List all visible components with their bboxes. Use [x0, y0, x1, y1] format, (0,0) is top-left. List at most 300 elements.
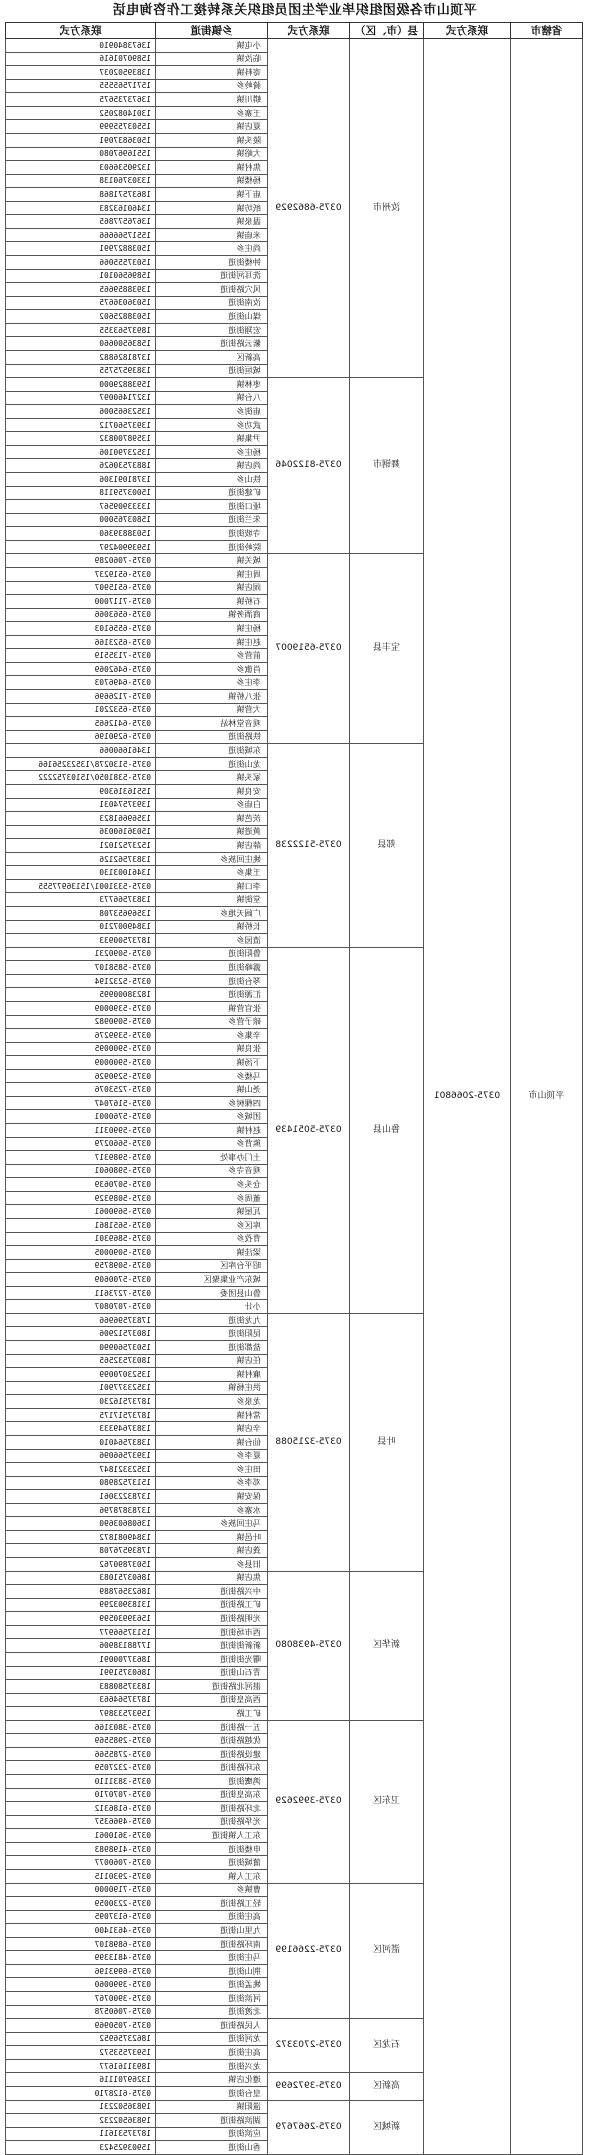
header-row	[6, 23, 583, 39]
town-phone: 0375-7060077	[6, 1856, 156, 1870]
town-name: 米庙镇	[156, 228, 268, 242]
town-phone: 0375-5232194	[6, 974, 156, 988]
town-phone: 13271460097	[6, 391, 156, 405]
town-phone: 15717565555	[6, 79, 156, 93]
header-city-phone: 联系方式	[424, 23, 511, 39]
town-phone: 13938859665	[6, 283, 156, 297]
town-name: 团城乡	[156, 1110, 268, 1124]
town-phone: 13676577865	[6, 215, 156, 229]
town-name: 董周乡	[156, 1191, 268, 1205]
town-name: 东工人镇	[156, 1869, 268, 1883]
town-name: 马庄回族乡	[156, 1517, 268, 1531]
town-phone: 0375-2230059	[6, 1897, 156, 1911]
town-phone: 15036837091	[6, 133, 156, 147]
county-name: 汝州市	[350, 39, 424, 378]
county-name: 叶县	[350, 1313, 424, 1571]
town-name: 建设路街道	[156, 1747, 268, 1761]
town-name: 北渡街道	[156, 2005, 268, 2019]
town-phone: 0375-5660279	[6, 1137, 156, 1151]
town-name: 蒲城街道	[156, 1856, 268, 1870]
town-name: 西市场街道	[156, 1625, 268, 1639]
town-name: 汇源街道	[156, 988, 268, 1002]
town-phone: 0375-5858107	[6, 961, 156, 975]
town-phone: 0375-2930115	[6, 1869, 156, 1883]
town-name: 肖旗乡	[156, 662, 268, 676]
town-name: 保安镇	[156, 1490, 268, 1504]
town-name: 赵庄镇	[156, 635, 268, 649]
town-phone: 15890701616	[6, 52, 156, 66]
town-phone: 19836502231	[6, 2100, 156, 2114]
town-phone: 0375-5090982	[6, 1015, 156, 1029]
town-name: 王寨乡	[156, 106, 268, 120]
town-name: 五一路街道	[156, 1720, 268, 1734]
town-phone: 15137528980	[6, 1476, 156, 1490]
town-phone: 0375-6137095	[6, 1910, 156, 1924]
town-name: 焦店镇	[156, 1571, 268, 1585]
town-name: 青石山街道	[156, 1666, 268, 1680]
town-phone: 0375-5651861	[6, 1218, 156, 1232]
town-phone: 18737500933	[6, 934, 156, 948]
town-name: 任店镇	[156, 1354, 268, 1368]
town-name: 人民路街道	[156, 2019, 268, 2033]
town-name: 夏店镇	[156, 120, 268, 134]
town-name: 杨楼镇	[156, 174, 268, 188]
town-phone: 13598700832	[6, 432, 156, 446]
town-phone: 18037532565	[6, 1354, 156, 1368]
town-name: 冢头镇	[156, 771, 268, 785]
county-phone: 0375-2667679	[268, 2100, 350, 2154]
town-phone: 15939904297	[6, 540, 156, 554]
town-name: 城垣街道	[156, 364, 268, 378]
town-phone: 0375-5070639	[6, 1178, 156, 1192]
town-phone: 0375-6898107	[6, 1937, 156, 1951]
town-name: 琴台街道	[156, 974, 268, 988]
county-phone: 0375-5051439	[268, 947, 350, 1313]
town-phone: 0375-6186312	[6, 1802, 156, 1816]
town-phone: 17788138906	[6, 1639, 156, 1653]
county-name: 宝丰县	[350, 554, 424, 744]
town-name: 马庄街道	[156, 1951, 268, 1965]
town-phone: 13269701116	[6, 2073, 156, 2087]
town-name: 下汤镇	[156, 1056, 268, 1070]
town-phone: 0375-6462069	[6, 662, 156, 676]
town-phone: 0375-7126696	[6, 690, 156, 704]
town-phone: 0375-5690061	[6, 1205, 156, 1219]
town-phone: 13781826882	[6, 350, 156, 364]
town-name: 西高皇街道	[156, 1693, 268, 1707]
town-phone: 13523070099	[6, 1368, 156, 1382]
town-name: 焦村镇	[156, 161, 268, 175]
town-phone: 0375-3610061	[6, 1829, 156, 1843]
town-phone: 15639930599	[6, 1612, 156, 1626]
town-phone: 18737531611	[6, 2127, 156, 2141]
town-phone: 0375-7050969	[6, 2019, 156, 2033]
header-county: 县（市、区）	[350, 23, 424, 39]
town-name: 旧县乡	[156, 1558, 268, 1572]
town-name: 尧山镇	[156, 1083, 268, 1097]
town-phone: 15937553572	[6, 2046, 156, 2060]
town-phone: 13783223061	[6, 1490, 156, 1504]
town-phone: 15896560101	[6, 269, 156, 283]
town-name: 城关镇	[156, 554, 268, 568]
town-name: 洪庄杨镇	[156, 1381, 268, 1395]
town-phone: 13461003130	[6, 866, 156, 880]
header-county-phone: 联系方式	[268, 23, 350, 39]
town-phone: 0375-6556103	[6, 622, 156, 636]
town-phone: 18737517175	[6, 1408, 156, 1422]
town-phone: 0375-5167047	[6, 1096, 156, 1110]
town-name: 新新街街道	[156, 1639, 268, 1653]
town-name: 小计	[156, 1300, 268, 1314]
town-phone: 0375-2985569	[6, 1734, 156, 1748]
town-phone: 13849081872	[6, 1530, 156, 1544]
town-name: 李庄乡	[156, 676, 268, 690]
town-phone: 18931161677	[6, 2059, 156, 2073]
town-name: 邓李乡	[156, 1476, 268, 1490]
town-phone: 0375-5980601	[6, 1164, 156, 1178]
town-phone: 15516967080	[6, 147, 156, 161]
town-phone: 15903925423	[6, 2141, 156, 2155]
town-phone: 13839502037	[6, 66, 156, 80]
town-name: 光华路街道	[156, 1815, 268, 1829]
town-name: 李口镇	[156, 879, 268, 893]
town-phone: 13937574031	[6, 798, 156, 812]
town-phone: 15836500660	[6, 337, 156, 351]
town-name: 武功乡	[156, 418, 268, 432]
town-name: 磙子营乡	[156, 1015, 268, 1029]
town-phone: 18737564663	[6, 1693, 156, 1707]
town-phone: 13783878796	[6, 1503, 156, 1517]
town-name: 瓦屋镇	[156, 1205, 268, 1219]
town-name: 库区乡	[156, 1218, 268, 1232]
town-name: 风穴路街道	[156, 283, 268, 297]
town-name: 寄料镇	[156, 66, 268, 80]
town-phone: 0375-7253076	[6, 1083, 156, 1097]
town-phone: 15516316309	[6, 784, 156, 798]
town-phone: 13569653708	[6, 907, 156, 921]
city-name: 平顶山市	[511, 39, 583, 2155]
town-phone: 13014082052	[6, 106, 156, 120]
town-name: 尚店镇	[156, 459, 268, 473]
town-phone: 15037555066	[6, 256, 156, 270]
town-phone: 18337580883	[6, 1680, 156, 1694]
town-phone: 0375-7060289	[6, 554, 156, 568]
town-name: 申楼街道	[156, 1842, 268, 1856]
town-name: 温泉镇	[156, 215, 268, 229]
town-name: 铁山乡	[156, 473, 268, 487]
town-phone: 15037890762	[6, 1558, 156, 1572]
table-body	[6, 39, 583, 2155]
town-name: 前营乡	[156, 649, 268, 663]
town-name: 遵化店镇	[156, 2073, 268, 2087]
town-name: 北环路街道	[156, 1802, 268, 1816]
town-name: 鸿鹰街道	[156, 1775, 268, 1789]
town-name: 蟒川镇	[156, 93, 268, 107]
town-phone: 15517566666	[6, 228, 156, 242]
town-phone: 0375-5331001/15136977555	[6, 879, 156, 893]
town-name: 常村镇	[156, 1408, 268, 1422]
town-phone: 13523665006	[6, 405, 156, 419]
town-name: 八台镇	[156, 391, 268, 405]
town-name: 周庄镇	[156, 567, 268, 581]
town-phone: 18037512906	[6, 1327, 156, 1341]
county-name: 湛河区	[350, 1883, 424, 2019]
town-phone: 0375-6519237	[6, 567, 156, 581]
town-name: 尚庄乡	[156, 242, 268, 256]
town-name: 夏李乡	[156, 1449, 268, 1463]
town-name: 四棵树乡	[156, 1096, 268, 1110]
town-name: 鲁山县团委	[156, 1286, 268, 1300]
town-name: 昭平台库区	[156, 1259, 268, 1273]
town-phone: 0375-5700609	[6, 1273, 156, 1287]
town-name: 钟楼街道	[156, 256, 268, 270]
town-name: 寺坡街道	[156, 527, 268, 541]
town-name: 小屯镇	[156, 39, 268, 53]
town-name: 东环路街道	[156, 1761, 268, 1775]
town-name: 龙山街道	[156, 757, 268, 771]
town-phone: 18637700091	[6, 1652, 156, 1666]
town-name: 曹镇乡	[156, 1883, 268, 1897]
town-phone: 13183903299	[6, 1598, 156, 1612]
town-phone: 13673840910	[6, 39, 156, 53]
town-phone: 15038839360	[6, 527, 156, 541]
town-name: 杨庄镇	[156, 622, 268, 636]
town-name: 矿建街道	[156, 486, 268, 500]
town-name: 龙兴街道	[156, 2059, 268, 2073]
town-name: 临汝镇	[156, 52, 268, 66]
town-name: 仙台镇	[156, 1435, 268, 1449]
town-phone: 0375-4198983	[6, 1842, 156, 1856]
town-phone: 18837530626	[6, 459, 156, 473]
town-phone: 0375-5089329	[6, 1191, 156, 1205]
town-phone: 15038825602	[6, 310, 156, 324]
town-phone: 0375-6993196	[6, 1964, 156, 1978]
town-phone: 13523321847	[6, 1463, 156, 1477]
town-phone: 17837596966	[6, 1313, 156, 1327]
town-phone: 0375-5989317	[6, 1151, 156, 1165]
town-phone: 13333909567	[6, 500, 156, 514]
town-name: 渣园乡	[156, 934, 268, 948]
town-phone: 13937560712	[6, 418, 156, 432]
town-phone: 18937563355	[6, 323, 156, 337]
town-name: 庙街乡	[156, 405, 268, 419]
town-name: 优越路街道	[156, 1734, 268, 1748]
town-phone: 13837566773	[6, 893, 156, 907]
town-phone: 0375-7273611	[6, 1286, 156, 1300]
county-phone: 0375-4938080	[268, 1571, 350, 1720]
town-name: 铁路街道	[156, 730, 268, 744]
town-phone: 13523377901	[6, 1381, 156, 1395]
town-name: 河滨街道	[156, 1992, 268, 2006]
town-phone: 0375-5381050/15103752222	[6, 771, 156, 785]
town-phone: 15003759118	[6, 486, 156, 500]
town-phone: 0375-7135519	[6, 649, 156, 663]
town-name: 九龙街道	[156, 1313, 268, 1327]
town-phone: 0375-5098759	[6, 1259, 156, 1273]
town-name: 龚店镇	[156, 1544, 268, 1558]
town-phone: 15036036675	[6, 296, 156, 310]
town-phone: 13673735675	[6, 93, 156, 107]
town-name: 南环路街道	[156, 1937, 268, 1951]
town-phone: 13303760138	[6, 174, 156, 188]
town-phone: 0375-3900767	[6, 1992, 156, 2006]
town-phone: 17839576708	[6, 1544, 156, 1558]
town-phone: 15237521021	[6, 839, 156, 853]
county-name: 郏县	[350, 744, 424, 947]
town-name: 石桥镇	[156, 595, 268, 609]
town-name: 张官营镇	[156, 1001, 268, 1015]
town-name: 商酒务镇	[156, 608, 268, 622]
town-name: 矿工路街道	[156, 1598, 268, 1612]
town-name: 皇台街道	[156, 2086, 268, 2100]
town-name: 王集乡	[156, 866, 268, 880]
town-name: 香山街道	[156, 2141, 268, 2155]
town-phone: 15137566977	[6, 1625, 156, 1639]
town-name: 杨庄乡	[156, 445, 268, 459]
town-phone: 0375-5130278/13523256166	[6, 757, 156, 771]
town-name: 堂街镇	[156, 893, 268, 907]
town-name: 盐都街道	[156, 1341, 268, 1355]
town-name: 中兴路街道	[156, 1585, 268, 1599]
town-name: 宏翔街道	[156, 323, 268, 337]
town-phone: 13461660066	[6, 744, 156, 758]
county-name: 新城区	[350, 2100, 424, 2154]
town-name: 露峰街道	[156, 961, 268, 975]
town-name: 东城街道	[156, 744, 268, 758]
town-name: 尹集镇	[156, 432, 268, 446]
town-name: 枣林镇	[156, 378, 268, 392]
town-name: 廉村镇	[156, 1368, 268, 1382]
town-phone: 0375-6412665	[6, 717, 156, 731]
town-name: 应滨街道	[156, 2127, 268, 2141]
town-name: 九里山街道	[156, 1924, 268, 1938]
town-name: 城东产业集聚区	[156, 1273, 268, 1287]
header-town-phone: 联系方式	[6, 23, 156, 39]
town-name: 湛河北路街道	[156, 1680, 268, 1694]
town-name: 陵头镇	[156, 133, 268, 147]
town-name: 轻工路街道	[156, 1897, 268, 1911]
town-name: 骑岭乡	[156, 79, 268, 93]
town-phone: 0375-5399276	[6, 1029, 156, 1043]
town-name: 长桥镇	[156, 920, 268, 934]
town-name: 闹店镇	[156, 581, 268, 595]
town-phone: 18603751991	[6, 1666, 156, 1680]
town-phone: 15037560990	[6, 1341, 156, 1355]
town-phone: 13837564010	[6, 1435, 156, 1449]
city-phone: 0375-2066801	[424, 39, 511, 2155]
town-phone: 13839575755	[6, 364, 156, 378]
town-name: 张良镇	[156, 1042, 268, 1056]
town-name: 滍阳镇	[156, 2100, 268, 2114]
town-name: 洗耳河街道	[156, 269, 268, 283]
town-phone: 18737516230	[6, 1395, 156, 1409]
town-phone: 0375-6515907	[6, 581, 156, 595]
town-phone: 0375-5900009	[6, 1056, 156, 1070]
table-row	[6, 39, 583, 53]
town-name: 大营镇	[156, 703, 268, 717]
county-name: 卫东区	[350, 1720, 424, 1883]
town-name: 高新区	[156, 350, 268, 364]
town-phone: 0375-5290926	[6, 1069, 156, 1083]
header-town: 乡镇街道	[156, 23, 268, 39]
county-phone: 0375-8122046	[268, 378, 350, 554]
town-phone: 0375-7117000	[6, 595, 156, 609]
county-phone: 0375-3992629	[268, 1720, 350, 1883]
town-name: 熊背乡	[156, 1137, 268, 1151]
town-name: 汝南街道	[156, 296, 268, 310]
town-phone: 13781091306	[6, 473, 156, 487]
town-phone: 13837562126	[6, 852, 156, 866]
town-name: 高庄街道	[156, 2046, 268, 2060]
town-name: 仓头乡	[156, 1178, 268, 1192]
county-name: 新华区	[350, 1571, 424, 1720]
town-phone: 0375-5090231	[6, 947, 156, 961]
town-phone: 13460163283	[6, 201, 156, 215]
town-name: 辛店镇	[156, 1422, 268, 1436]
town-name: 安良镇	[156, 784, 268, 798]
county-name: 鲁山县	[350, 947, 424, 1313]
contact-table	[5, 22, 583, 2155]
town-phone: 0375-5760001	[6, 1110, 156, 1124]
county-phone: 0375-6862929	[268, 39, 350, 378]
town-phone: 15038827991	[6, 242, 156, 256]
town-phone: 0375-3803166	[6, 1720, 156, 1734]
town-phone: 13837649333	[6, 1422, 156, 1436]
town-phone: 0375-7190000	[6, 1883, 156, 1897]
town-name: 湖滨路街道	[156, 2114, 268, 2128]
page-title: 平顶山市各级团组织毕业学生团员组织关系转接工作咨询电话	[112, 3, 477, 18]
town-phone: 13569661823	[6, 812, 156, 826]
town-name: 茨芭镇	[156, 812, 268, 826]
county-phone: 0375-3215088	[268, 1313, 350, 1571]
county-name: 石龙区	[350, 2019, 424, 2073]
town-phone: 15803765000	[6, 513, 156, 527]
town-phone: 0375-3831110	[6, 1775, 156, 1789]
county-phone: 0375-2703372	[268, 2019, 350, 2073]
county-phone: 0375-3972699	[268, 2073, 350, 2100]
county-phone: 0375-2266199	[268, 1883, 350, 2019]
town-phone: 18637571868	[6, 188, 156, 202]
town-name: 朱兰街道	[156, 513, 268, 527]
town-phone: 0375-3990060	[6, 1978, 156, 1992]
town-phone: 18238000995	[6, 988, 156, 1002]
town-name: 白庙乡	[156, 798, 268, 812]
town-name: 土门办事处	[156, 1151, 268, 1165]
town-name: 东工人镇街道	[156, 1829, 268, 1843]
town-phone: 15036160036	[6, 825, 156, 839]
town-name: 田庄乡	[156, 1463, 268, 1477]
town-phone: 13849007210	[6, 920, 156, 934]
town-name: 梁洼镇	[156, 1246, 268, 1260]
town-name: 大峪镇	[156, 147, 268, 161]
town-name: 庙下镇	[156, 188, 268, 202]
county-name: 高新区	[350, 2073, 424, 2100]
town-phone: 0375-6563066	[6, 608, 156, 622]
town-name: 龙泉乡	[156, 1395, 268, 1409]
town-name: 广阔天地乡	[156, 907, 268, 921]
town-name: 姚孟街道	[156, 1978, 268, 1992]
town-phone: 15937533897	[6, 1707, 156, 1721]
town-name: 姚庄回族乡	[156, 852, 268, 866]
town-name: 东高皇街道	[156, 1788, 268, 1802]
town-phone: 13290536603	[6, 161, 156, 175]
town-name: 纸坊镇	[156, 201, 268, 215]
town-phone: 15503755999	[6, 120, 156, 134]
town-phone: 0375-5990311	[6, 1124, 156, 1138]
town-phone: 13937566096	[6, 1449, 156, 1463]
town-name: 水寨乡	[156, 1503, 268, 1517]
town-phone: 0375-7060578	[6, 2005, 156, 2019]
